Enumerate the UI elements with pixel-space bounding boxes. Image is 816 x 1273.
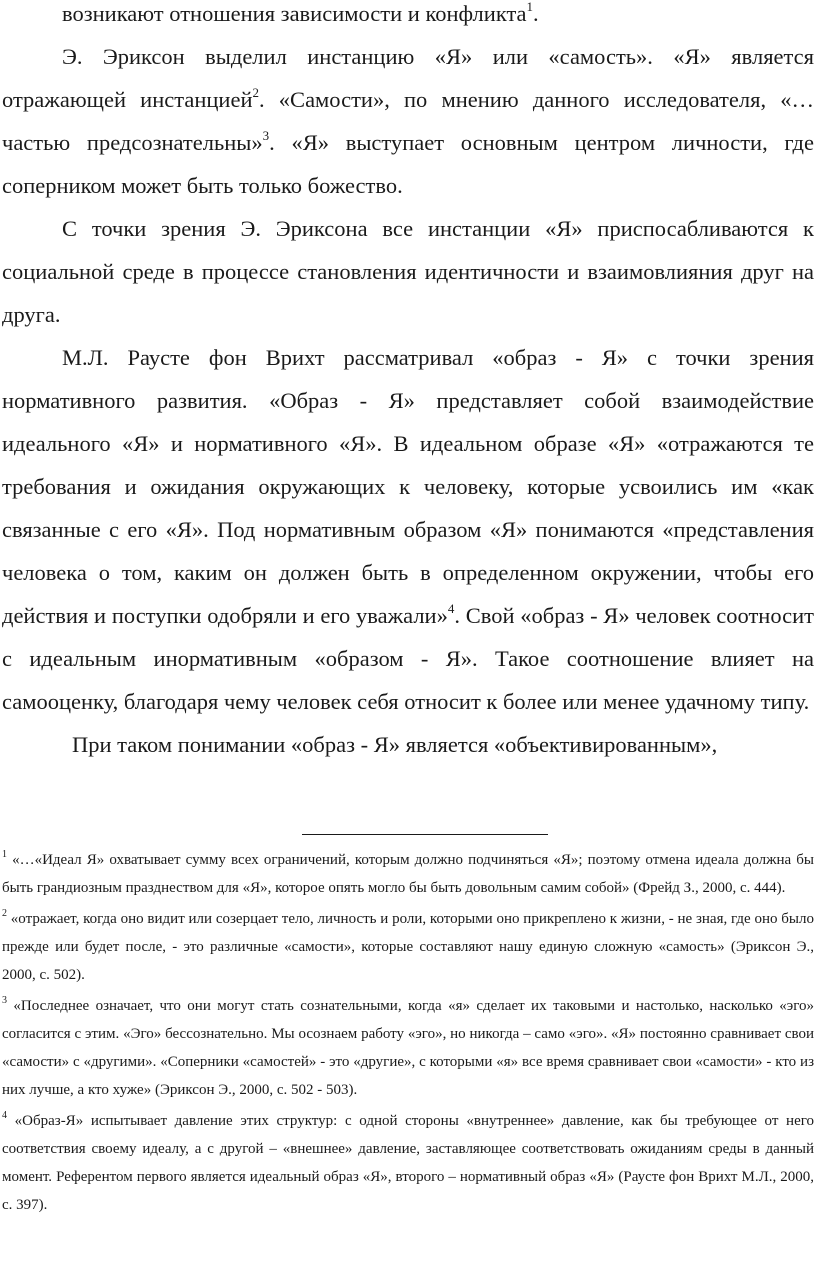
footnote-marker-2: 2 (2, 908, 7, 919)
footnote-separator (302, 834, 548, 835)
paragraph-4 (2, 336, 814, 723)
footnote-ref-4[interactable]: 4 (447, 600, 455, 616)
paragraph-5 (2, 723, 814, 766)
footnote-ref-3[interactable]: 3 (262, 127, 270, 143)
footnote-ref-1[interactable]: 1 (526, 0, 534, 14)
paragraph-2 (2, 35, 814, 207)
paragraph-1 (2, 0, 814, 35)
footnote-3-text: «Последнее означает, что они могут стать сознательными, когда «я» сделает их таковыми и настолько, насколько «эго» согласится с этим. «Эго» бессознательно. Мы осознаем работу «эго», но никогда – само «эго». «Я» постоянно сравнивает свои «самости» с «другими». «Соперники «самостей» - это «другие», с которыми «я» все время сравнивает свои «самости» - кто из них лучше, а кто хуже» (Эриксон Э., 2000, с. 502 - 503). (2, 998, 814, 1098)
footnote-4 (2, 1107, 814, 1219)
footnote-2-text: «отражает, когда оно видит или созерцает тело, личность и роли, которыми оно прикреплено к жизни, - не зная, где оно было прежде или будет после, - это различные «самости», которые составляют нашу единую сложную «самость» (Эриксон Э., 2000, с. 502). (2, 911, 814, 983)
paragraph-3 (2, 207, 814, 336)
footnote-marker-1: 1 (2, 849, 7, 860)
paragraph-3-text-1: С точки зрения Э. Эриксона все инстанции «Я» приспосабливаются к социальной среде в процессе становления идентичности и взаимовлияния друг на друга. (2, 216, 814, 327)
footnote-1 (2, 846, 814, 902)
footnote-marker-3: 3 (2, 995, 7, 1006)
paragraph-1-text-2: . (533, 1, 539, 26)
paragraph-5-text-1: При таком понимании «образ - Я» является «объективированным», (72, 732, 718, 757)
paragraph-2-text-2: . «Самости», по мнению данного исследователя, «…частью предсознательны» (2, 87, 815, 155)
footnotes (2, 846, 814, 1222)
footnote-ref-2[interactable]: 2 (252, 84, 259, 100)
paragraph-1-text-1: возникают отношения зависимости и конфликта (62, 1, 527, 26)
paragraph-4-text-2: . Свой «образ - Я» человек соотносит с идеальным инормативным «образом - Я». Такое соотношение влияет на самооценку, благодаря чему человек себя относит к более или менее удачному типу. (2, 603, 814, 714)
footnote-4-text: «Образ-Я» испытывает давление этих структур: с одной стороны «внутреннее» давление, как бы требующее от него соответствия своему идеалу, а с другой – «внешнее» давление, заставляющее соответствовать ожиданиям среды в данный момент. Референтом первого является идеальный образ «Я», второго – нормативный образ «Я» (Раусте фон Врихт М.Л., 2000, с. 397). (2, 1113, 814, 1213)
footnote-marker-4: 4 (2, 1110, 7, 1121)
paragraph-2-text-1: Э. Эриксон выделил инстанцию «Я» или «самость». «Я» является отражающей инстанцией (2, 44, 814, 112)
paragraph-4-text-1: М.Л. Раусте фон Врихт рассматривал «образ - Я» с точки зрения нормативного развития. «Образ - Я» представляет собой взаимодействие идеального «Я» и нормативного «Я». В идеальном образе «Я» «отражаются те требования и ожидания окружающих к человеку, которые усвоились им «как связанные с его «Я». Под нормативным образом «Я» понимаются «представления человека о том, каким он должен быть в определенном окружении, чтобы его действия и поступки одобряли и его уважали» (2, 345, 814, 628)
main-text (2, 0, 814, 766)
footnote-1-text: «…«Идеал Я» охватывает сумму всех ограничений, которым должно подчиняться «Я»; поэтому отмена идеала должна бы быть грандиозным празднеством для «Я», которое опять могло бы быть довольным самим собой» (Фрейд З., 2000, с. 444). (2, 852, 814, 896)
paragraph-2-text-3: . «Я» выступает основным центром личности, где соперником может быть только божество. (2, 130, 814, 198)
footnote-2 (2, 905, 814, 989)
footnote-3 (2, 992, 814, 1104)
